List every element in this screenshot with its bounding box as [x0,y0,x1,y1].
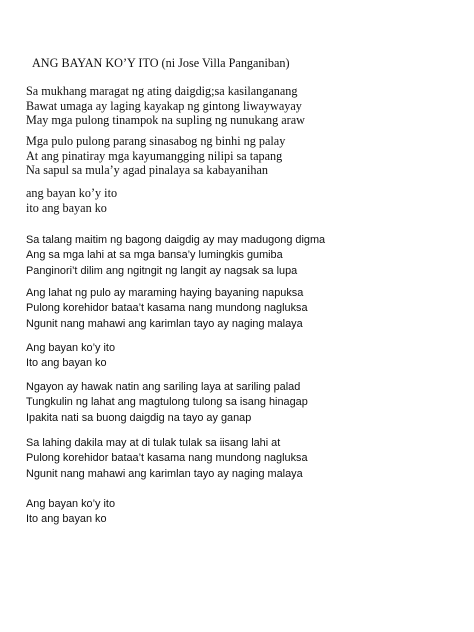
stanza-5 [26,286,308,332]
stanza-7 [26,380,308,426]
poem-line: Panginori’t dilim ang ngitngit ng langit ay nagsak sa lupa [26,264,298,277]
stanza-1 [26,84,305,128]
poem-line: ito ang bayan ko [26,200,107,215]
poem-line: Ngayon ay hawak natin ang sariling laya at sariling palad [26,381,301,393]
poem-line: Sa talang maitim ng bagong daigdig ay may madugong digma [26,234,326,246]
stanza-9-refrain [26,497,115,528]
poem-line: Ngunit nang mahawi ang karimlan tayo ay naging malaya [26,317,303,330]
stanza-4 [26,233,325,279]
poem-line: Ang bayan ko’y ito [26,342,115,354]
poem-line: Ngunit nang mahawi ang karimlan tayo ay naging malaya [26,467,303,480]
poem-line: Ang lahat ng pulo ay maraming haying bayaning napuksa [26,287,304,299]
stanza-3-refrain [26,186,117,215]
poem-line: Pulong korehidor bataa’t kasama nang mundong nagluksa [26,302,308,315]
stanza-2 [26,134,285,178]
poem-line: Ito ang bayan ko [26,357,107,370]
poem-line: Sa lahing dakila may at di tulak tulak sa iisang lahi at [26,437,281,449]
poem-line: ang bayan ko’y ito [26,186,118,200]
poem-line: Ito ang bayan ko [26,513,107,526]
poem-line: At ang pinatiray mga kayumangging nilipi sa tapang [26,148,283,163]
poem-line: Tungkulin ng lahat ang magtulong tulong sa isang hinagap [26,396,308,409]
poem-title: ANG BAYAN KO’Y ITO (ni Jose Villa Panganiban) [32,56,290,70]
poem-line: May mga pulong tinampok na supling ng nunukang araw [26,113,305,127]
poem-line: Na sapul sa mula’y agad pinalaya sa kabayanihan [26,163,268,177]
poem-line: Pulong korehidor bataa’t kasama nang mundong nagluksa [26,452,308,465]
stanza-6-refrain [26,341,115,372]
poem-line: Mga pulo pulong parang sinasabog ng binhi ng palay [26,134,286,148]
poem-line: Bawat umaga ay laging kayakap ng gintong liwaywayay [26,98,302,113]
poem-line: Ang sa mga lahi at sa mga bansa’y lumingkis gumiba [26,249,283,262]
poem-line: Ipakita nati sa buong daigdig na tayo ay ganap [26,411,252,424]
poem-line: Ang bayan ko’y ito [26,498,115,510]
stanza-8 [26,436,308,482]
poem-line: Sa mukhang maragat ng ating daigdig;sa kasilanganang [26,84,298,98]
